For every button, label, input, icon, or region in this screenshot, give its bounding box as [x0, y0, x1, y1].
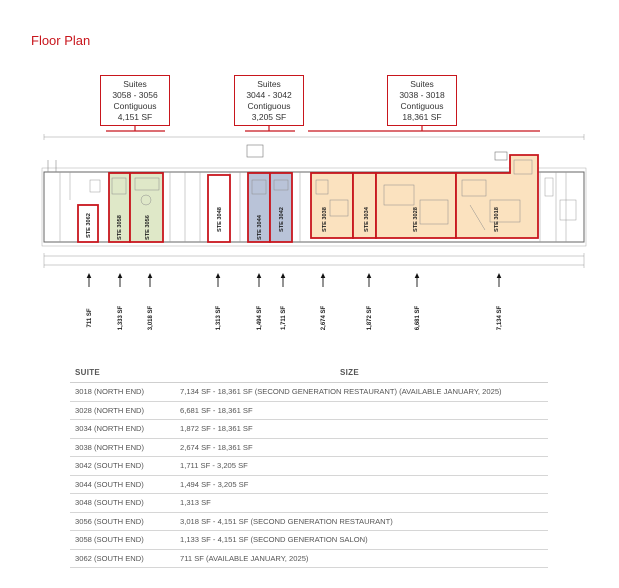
suite-cell: 3058 (SOUTH END): [75, 535, 144, 545]
arrow-sf-label: 1,872 SF: [367, 305, 373, 331]
size-column-header: SIZE: [340, 368, 359, 377]
callout-line: 4,151 SF: [117, 112, 153, 122]
size-cell: 711 SF (AVAILABLE JANUARY, 2025): [180, 553, 309, 563]
arrow-sf-label: 1,333 SF: [118, 305, 124, 331]
callout-line: 3038 - 3018: [399, 90, 445, 100]
arrow-up-icon: [281, 273, 286, 278]
arrow-up-icon: [216, 273, 221, 278]
table-row: [70, 383, 548, 402]
suite-3038-block: [311, 173, 353, 238]
suite-column-header: SUITE: [75, 368, 101, 377]
callout-line: Contiguous: [400, 101, 444, 111]
suite-cell: 3048 (SOUTH END): [75, 498, 144, 508]
arrow-markers: [87, 273, 502, 287]
size-cell: 7,134 SF - 18,361 SF (SECOND GENERATION RESTAURANT) (AVAILABLE JANUARY, 2025): [180, 387, 502, 397]
suite-cell: 3056 (SOUTH END): [75, 516, 144, 526]
suite-label: STE 3028: [413, 207, 419, 232]
suite-cell: 3044 (SOUTH END): [75, 479, 144, 489]
suite-cell: 3042 (SOUTH END): [75, 461, 144, 471]
table-row: [70, 439, 548, 458]
suite-label: STE 3048: [217, 207, 223, 232]
table-row: [70, 531, 548, 550]
arrow-up-icon: [415, 273, 420, 278]
suite-cell: 3038 (NORTH END): [75, 442, 145, 452]
size-cell: 3,018 SF - 4,151 SF (SECOND GENERATION RESTAURANT): [180, 516, 393, 526]
suite-label: STE 3038: [322, 207, 328, 232]
callout-line: 3,205 SF: [251, 112, 287, 122]
arrow-up-icon: [87, 273, 92, 278]
arrow-sf-label: 711 SF: [87, 308, 93, 328]
dimension-lines-bottom: [44, 253, 584, 268]
arrow-up-icon: [321, 273, 326, 278]
size-cell: 6,681 SF - 18,361 SF: [180, 405, 253, 415]
arrow-sf-label: 2,674 SF: [321, 305, 327, 331]
arrow-up-icon: [497, 273, 502, 278]
suite-cell: 3062 (SOUTH END): [75, 553, 144, 563]
callout-line: Suites: [123, 79, 147, 89]
suite-size-table: [70, 363, 548, 568]
suite-label: STE 3062: [86, 213, 92, 238]
callout-line: Suites: [410, 79, 434, 89]
callout-line: 3058 - 3056: [112, 90, 158, 100]
arrow-sf-label: 1,711 SF: [281, 305, 287, 331]
arrow-sf-label: 3,018 SF: [148, 305, 154, 331]
table-row: [70, 457, 548, 476]
arrow-up-icon: [257, 273, 262, 278]
callout-line: 18,361 SF: [402, 112, 442, 122]
arrow-labels: [87, 305, 503, 330]
suite-cell: 3028 (NORTH END): [75, 405, 145, 415]
suite-label: STE 3044: [257, 215, 263, 240]
size-cell: 1,872 SF - 18,361 SF: [180, 424, 253, 434]
suite-label: STE 3058: [117, 215, 123, 240]
arrow-up-icon: [367, 273, 372, 278]
callout-line: 3044 - 3042: [246, 90, 292, 100]
suite-label: STE 3018: [494, 207, 500, 232]
callout-line: Contiguous: [113, 101, 157, 111]
size-cell: 2,674 SF - 18,361 SF: [180, 442, 253, 452]
table-row: [70, 513, 548, 532]
page-title: Floor Plan: [31, 33, 91, 48]
arrow-sf-label: 1,494 SF: [257, 305, 263, 331]
table-row: [70, 550, 548, 569]
suite-label: STE 3056: [145, 215, 151, 240]
table-row: [70, 420, 548, 439]
suite-cell: 3034 (NORTH END): [75, 424, 145, 434]
table-row: [70, 476, 548, 495]
size-cell: 1,313 SF: [180, 498, 211, 508]
arrow-up-icon: [118, 273, 123, 278]
callout-line: Contiguous: [247, 101, 291, 111]
arrow-up-icon: [148, 273, 153, 278]
arrow-sf-label: 6,681 SF: [415, 305, 421, 331]
size-cell: 1,133 SF - 4,151 SF (SECOND GENERATION SALON): [180, 535, 368, 545]
dimension-lines-top: [44, 134, 584, 140]
suite-cell: 3018 (NORTH END): [75, 387, 145, 397]
arrow-sf-label: 1,313 SF: [216, 305, 222, 331]
table-row: [70, 402, 548, 421]
suite-label: STE 3034: [364, 207, 370, 232]
table-row: [70, 494, 548, 513]
suite-label: STE 3042: [279, 207, 285, 232]
size-cell: 1,494 SF - 3,205 SF: [180, 479, 249, 489]
table-header: [70, 363, 548, 383]
size-cell: 1,711 SF - 3,205 SF: [180, 461, 248, 471]
arrow-sf-label: 7,134 SF: [497, 305, 503, 331]
callout-line: Suites: [257, 79, 281, 89]
callout-connectors: [106, 126, 540, 131]
